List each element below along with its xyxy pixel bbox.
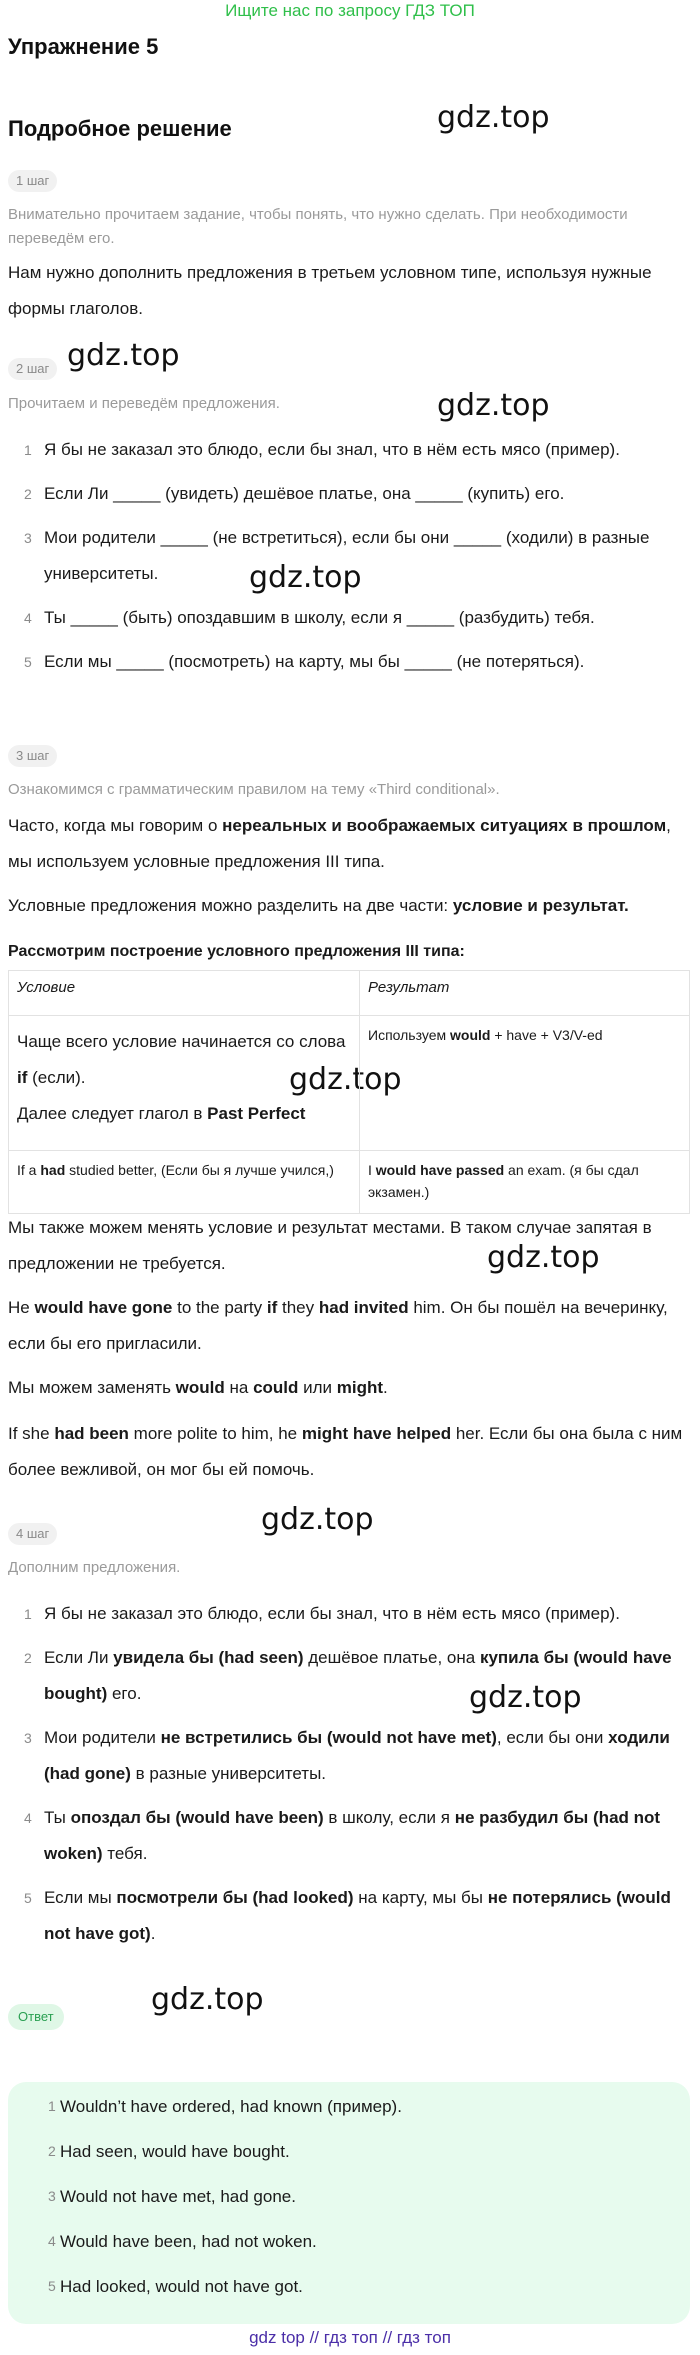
table-header-row (9, 971, 690, 1016)
list-item: 2 Если Ли увидела бы (had seen) дешёвое платье, она купила бы (would have bought) его. (24, 1648, 672, 1703)
step-description: Дополним предложения. (8, 1559, 181, 1576)
step-badge: 1 шаг (8, 170, 57, 192)
item-text: Если мы _____ (посмотреть) на карту, мы бы _____ (не потеряться). (44, 652, 585, 671)
item-text: Мои родители _____ (не встретиться), если бы они _____ (ходили) в разные университеты. (44, 528, 650, 583)
item-text: Ты _____ (быть) опоздавшим в школу, если я _____ (разбудить) тебя. (44, 608, 595, 627)
table-cell: Чаще всего условие начинается со слова if (если). Далее следует глагол в Past Perfect (9, 1016, 360, 1151)
step-description: Ознакомимся с грамматическим правилом на тему «Third conditional». (8, 781, 500, 798)
watermark: gdz.top (249, 560, 362, 595)
step-badge: 2 шаг (8, 358, 57, 380)
table-row (9, 1151, 690, 1214)
list-item: 3 Мои родители не встретились бы (would not have met), если бы они ходили (had gone) в разные университеты. (24, 1728, 670, 1783)
watermark: gdz.top (437, 100, 550, 135)
answer-item: 2 Had seen, would have bought. (48, 2142, 290, 2161)
rule-paragraph: Мы можем заменять would на could или might. (8, 1378, 388, 1397)
table-caption: Рассмотрим построение условного предложения III типа: (8, 943, 465, 960)
answer-item: 3 Would not have met, had gone. (48, 2187, 296, 2206)
answer-item: 5 Had looked, would not have got. (48, 2277, 303, 2296)
item-number: 5 (24, 654, 32, 670)
answer-item: 1 Wouldn’t have ordered, had known (пример). (48, 2097, 402, 2116)
column-header: Условие (9, 971, 360, 1016)
example-paragraph: He would have gone to the party if they had invited him. Он бы пошёл на вечеринку, если бы его пригласили. (8, 1298, 668, 1353)
watermark: gdz.top (469, 1680, 582, 1715)
item-number: 4 (24, 610, 32, 626)
item-text: Я бы не заказал это блюдо, если бы знал, что в нём есть мясо (пример). (44, 440, 620, 459)
watermark: gdz.top (151, 1982, 264, 2017)
list-item: 5 Если мы посмотрели бы (had looked) на карту, мы бы не потерялись (would not have got). (24, 1888, 671, 1943)
table-row (9, 1016, 690, 1151)
sentence-list (8, 432, 690, 680)
watermark: gdz.top (67, 338, 180, 373)
step-text: Нам нужно дополнить предложения в третьем условном типе, используя нужные формы глаголов. (8, 263, 652, 318)
list-item: 4 Ты опоздал бы (would have been) в школу, если я не разбудил бы (had not woken) тебя. (24, 1808, 661, 1863)
step-badge: 4 шаг (8, 1523, 57, 1545)
list-item: 1 Я бы не заказал это блюдо, если бы знал, что в нём есть мясо (пример). (24, 1604, 620, 1623)
watermark: gdz.top (437, 388, 550, 423)
item-number: 3 (24, 530, 32, 546)
footer-links[interactable]: gdz top // гдз топ // гдз топ (249, 2328, 451, 2347)
page-title: Упражнение 5 (8, 34, 159, 59)
list-item (8, 600, 690, 636)
answer-badge: Ответ (8, 2004, 64, 2030)
step-badge: 3 шаг (8, 745, 57, 767)
rule-paragraph: Условные предложения можно разделить на две части: условие и результат. (8, 896, 629, 915)
list-item (8, 644, 690, 680)
rule-paragraph: Часто, когда мы говорим о нереальных и воображаемых ситуациях в прошлом, мы используем условные предложения III типа. (8, 816, 671, 871)
item-number: 2 (24, 486, 32, 502)
rule-paragraph: Мы также можем менять условие и результат местами. В таком случае запятая в предложении не требуется. (8, 1218, 652, 1273)
table-cell: Используем would + have + V3/V-ed (360, 1016, 690, 1151)
step-description: Внимательно прочитаем задание, чтобы понять, что нужно сделать. При необходимости переведём его. (8, 206, 628, 247)
item-number: 1 (24, 442, 32, 458)
answer-item: 4 Would have been, had not woken. (48, 2232, 317, 2251)
watermark: gdz.top (289, 1062, 402, 1097)
section-heading: Подробное решение (8, 116, 232, 141)
promo-banner[interactable]: Ищите нас по запросу ГДЗ ТОП (225, 1, 475, 20)
column-header: Результат (360, 971, 690, 1016)
completed-sentence-list (8, 1596, 690, 1952)
step-description: Прочитаем и переведём предложения. (8, 395, 280, 412)
table-cell: I would have passed an exam. (я бы сдал экзамен.) (360, 1151, 690, 1214)
list-item (8, 520, 690, 592)
grammar-table (8, 970, 690, 1214)
watermark: gdz.top (487, 1240, 600, 1275)
example-paragraph: If she had been more polite to him, he might have helped her. Если бы она была с ним более вежливой, он мог бы ей помочь. (8, 1424, 683, 1479)
table-cell: If a had studied better, (Если бы я лучше учился,) (9, 1151, 360, 1214)
watermark: gdz.top (261, 1502, 374, 1537)
answer-list (8, 2084, 690, 2309)
item-text: Если Ли _____ (увидеть) дешёвое платье, она _____ (купить) его. (44, 484, 565, 503)
list-item (8, 476, 690, 512)
list-item (8, 432, 690, 468)
